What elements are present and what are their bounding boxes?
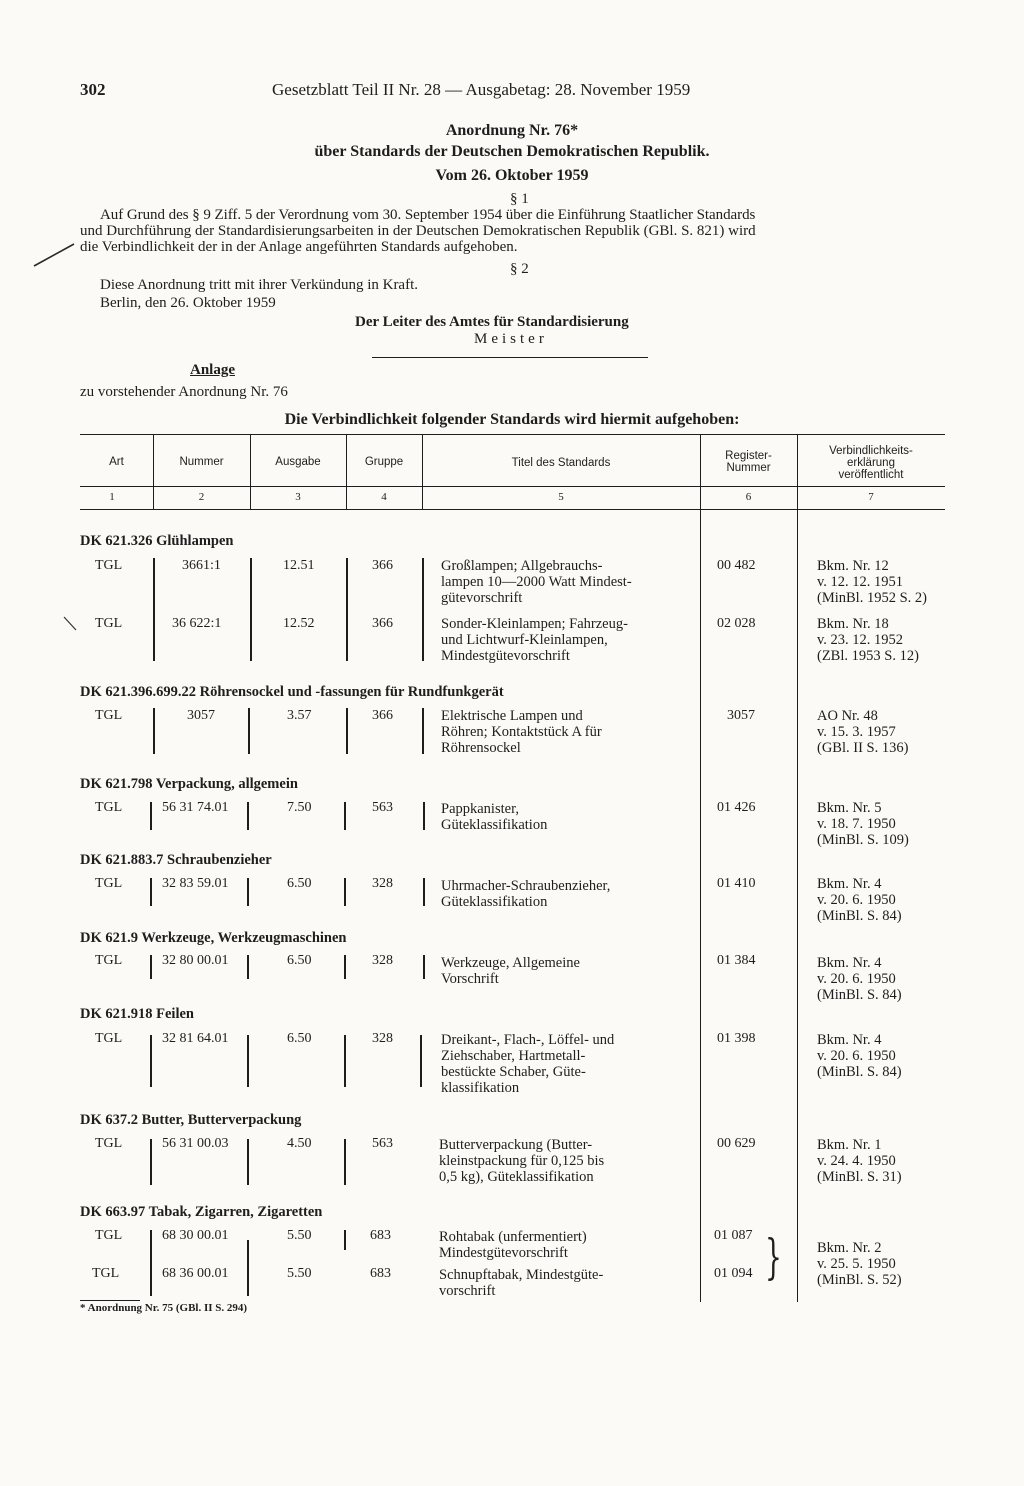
- table-header-rule: [80, 486, 945, 487]
- table-top-rule: [80, 434, 945, 435]
- cell-titel: Pappkanister, Güteklassifikation: [441, 801, 548, 833]
- cell-nummer: 3057: [187, 708, 215, 723]
- cell-gruppe: 366: [372, 558, 393, 573]
- section-heading: DK 663.97 Tabak, Zigarren, Zigaretten: [80, 1204, 323, 1220]
- cell-register: 00 482: [717, 558, 756, 573]
- section-1-line-2: und Durchführung der Standardisierungsarbeiten in der Deutschen Demokratischen Republik (GBl. S. 821) wird: [80, 223, 756, 239]
- cell-art: TGL: [95, 1031, 123, 1046]
- cell-gruppe: 563: [372, 800, 393, 815]
- section-heading: DK 621.918 Feilen: [80, 1006, 194, 1022]
- cell-ausgabe: 12.51: [283, 558, 315, 573]
- gazette-header: Gesetzblatt Teil II Nr. 28 — Ausgabetag: 28. November 1959: [272, 80, 691, 99]
- cell-titel: Werkzeuge, Allgemeine Vorschrift: [441, 955, 580, 987]
- signatory-title: Der Leiter des Amtes für Standardisierung: [355, 314, 629, 330]
- cell-publication: Bkm. Nr. 12 v. 12. 12. 1951 (MinBl. 1952 S. 2): [817, 558, 927, 606]
- table-divider-5: [700, 434, 701, 1302]
- header-art: Art: [109, 456, 124, 468]
- cell-ausgabe: 5.50: [287, 1228, 312, 1243]
- cell-art: TGL: [95, 708, 123, 723]
- header-nummer: Nummer: [179, 456, 224, 468]
- cell-gruppe: 328: [372, 876, 393, 891]
- cell-art: TGL: [95, 800, 123, 815]
- cell-publication: AO Nr. 48 v. 15. 3. 1957 (GBl. II S. 136): [817, 708, 909, 756]
- cell-ausgabe: 6.50: [287, 1031, 312, 1046]
- section-heading: DK 621.883.7 Schraubenzieher: [80, 852, 272, 868]
- cell-publication: Bkm. Nr. 4 v. 20. 6. 1950 (MinBl. S. 84): [817, 955, 902, 1003]
- annex-reference: zu vorstehender Anordnung Nr. 76: [80, 384, 288, 400]
- table-divider-6: [797, 434, 798, 1302]
- colnum-7: 7: [868, 491, 874, 503]
- colnum-5: 5: [558, 491, 564, 503]
- cell-art: TGL: [95, 876, 123, 891]
- signatory-name: Meister: [474, 331, 548, 347]
- cell-gruppe: 366: [372, 708, 393, 723]
- cell-nummer: 3661:1: [182, 558, 221, 573]
- cell-art: TGL: [92, 1266, 120, 1281]
- cell-gruppe: 683: [370, 1266, 391, 1281]
- place-date: Berlin, den 26. Oktober 1959: [100, 295, 276, 311]
- section-2-text: Diese Anordnung tritt mit ihrer Verkündung in Kraft.: [100, 277, 419, 293]
- cell-nummer: 32 81 64.01: [162, 1031, 229, 1046]
- brace-icon: }: [765, 1229, 782, 1285]
- table-colnum-rule: [80, 509, 945, 510]
- cell-ausgabe: 12.52: [283, 616, 315, 631]
- section-1-line-1: Auf Grund des § 9 Ziff. 5 der Verordnung vom 30. September 1954 über die Einführung Staatlicher Standards: [100, 207, 756, 223]
- cell-register: 01 087: [714, 1228, 753, 1243]
- cell-titel: Großlampen; Allgebrauchs- lampen 10—2000 Watt Mindest- gütevorschrift: [441, 558, 632, 606]
- section-heading: DK 621.396.699.22 Röhrensockel und -fassungen für Rundfunkgerät: [80, 684, 504, 700]
- colnum-1: 1: [109, 491, 115, 503]
- page-number: 302: [80, 80, 106, 99]
- cell-ausgabe: 5.50: [287, 1266, 312, 1281]
- section-1-label: § 1: [510, 191, 529, 207]
- cell-titel: Butterverpackung (Butter- kleinstpackung für 0,125 bis 0,5 kg), Güteklassifikation: [439, 1137, 605, 1185]
- colnum-2: 2: [198, 491, 205, 503]
- annex-label: Anlage: [190, 362, 235, 378]
- header-register-2: Nummer: [726, 462, 771, 474]
- ordinance-subtitle: über Standards der Deutschen Demokratischen Republik.: [314, 143, 710, 160]
- header-register-1: Register-: [725, 450, 772, 462]
- cell-ausgabe: 6.50: [287, 876, 312, 891]
- cell-ausgabe: 3.57: [287, 708, 312, 723]
- cell-register: 01 384: [717, 953, 756, 968]
- cell-gruppe: 328: [372, 953, 393, 968]
- ordinance-title: Anordnung Nr. 76*: [445, 122, 579, 139]
- tick-mark: [62, 614, 82, 634]
- cell-register: 01 398: [717, 1031, 756, 1046]
- colnum-3: 3: [295, 491, 301, 503]
- ordinance-date: Vom 26. Oktober 1959: [435, 167, 589, 184]
- footnote: * Anordnung Nr. 75 (GBl. II S. 294): [80, 1302, 248, 1314]
- cell-titel: Elektrische Lampen und Röhren; Kontaktstück A für Röhrensockel: [441, 708, 602, 756]
- cell-register: 01 410: [717, 876, 756, 891]
- header-titel: Titel des Standards: [511, 457, 611, 469]
- cell-nummer: 36 622:1: [172, 616, 222, 631]
- cell-ausgabe: 4.50: [287, 1136, 312, 1151]
- header-verb-2: erklärung: [847, 457, 895, 469]
- cell-titel: Uhrmacher-Schraubenzieher, Güteklassifikation: [441, 878, 611, 910]
- cell-publication: Bkm. Nr. 2 v. 25. 5. 1950 (MinBl. S. 52): [817, 1240, 902, 1288]
- cell-ausgabe: 6.50: [287, 953, 312, 968]
- cell-register: 00 629: [717, 1136, 756, 1151]
- cell-nummer: 68 30 00.01: [162, 1228, 229, 1243]
- cell-register: 01 094: [714, 1266, 753, 1281]
- cell-titel: Rohtabak (unfermentiert) Mindestgütevorschrift: [439, 1229, 587, 1261]
- cell-register: 3057: [727, 708, 755, 723]
- annex-heading: Die Verbindlichkeit folgender Standards wird hiermit aufgehoben:: [284, 411, 740, 428]
- colnum-6: 6: [745, 491, 752, 503]
- signature-rule: [372, 357, 648, 358]
- cell-ausgabe: 7.50: [287, 800, 312, 815]
- colnum-4: 4: [381, 491, 387, 503]
- cell-titel: Schnupftabak, Mindestgüte- vorschrift: [439, 1267, 604, 1299]
- section-heading: DK 621.9 Werkzeuge, Werkzeugmaschinen: [80, 930, 347, 946]
- cell-gruppe: 563: [372, 1136, 393, 1151]
- cell-art: TGL: [95, 1136, 123, 1151]
- cell-art: TGL: [95, 953, 123, 968]
- cell-art: TGL: [95, 616, 123, 631]
- cell-gruppe: 328: [372, 1031, 393, 1046]
- cell-nummer: 32 80 00.01: [162, 953, 229, 968]
- section-heading: DK 621.798 Verpackung, allgemein: [80, 776, 298, 792]
- section-heading: DK 637.2 Butter, Butterverpackung: [80, 1112, 302, 1128]
- cell-art: TGL: [95, 558, 123, 573]
- cell-nummer: 56 31 00.03: [162, 1136, 229, 1151]
- footnote-rule: [80, 1300, 140, 1301]
- cell-register: 01 426: [717, 800, 756, 815]
- cell-publication: Bkm. Nr. 4 v. 20. 6. 1950 (MinBl. S. 84): [817, 876, 902, 924]
- section-heading: DK 621.326 Glühlampen: [80, 533, 234, 549]
- cell-publication: Bkm. Nr. 5 v. 18. 7. 1950 (MinBl. S. 109): [817, 800, 909, 848]
- cell-publication: Bkm. Nr. 1 v. 24. 4. 1950 (MinBl. S. 31): [817, 1137, 902, 1185]
- section-2-label: § 2: [510, 261, 529, 277]
- section-1-line-3: die Verbindlichkeit der in der Anlage angeführten Standards aufgehoben.: [80, 239, 518, 255]
- cell-publication: Bkm. Nr. 4 v. 20. 6. 1950 (MinBl. S. 84): [817, 1032, 902, 1080]
- header-ausgabe: Ausgabe: [275, 456, 321, 468]
- header-gruppe: Gruppe: [364, 456, 404, 468]
- cell-titel: Sonder-Kleinlampen; Fahrzeug- und Lichtwurf-Kleinlampen, Mindestgütevorschrift: [441, 616, 628, 664]
- cell-publication: Bkm. Nr. 18 v. 23. 12. 1952 (ZBl. 1953 S. 12): [817, 616, 919, 664]
- cell-register: 02 028: [717, 616, 756, 631]
- header-verb-1: Verbindlichkeits-: [829, 445, 913, 457]
- pencil-mark: [30, 240, 80, 270]
- cell-nummer: 56 31 74.01: [162, 800, 229, 815]
- cell-nummer: 32 83 59.01: [162, 876, 229, 891]
- cell-titel: Dreikant-, Flach-, Löffel- und Ziehschaber, Hartmetall- bestückte Schaber, Güte- klassifikation: [441, 1032, 615, 1096]
- header-verb-3: veröffentlicht: [838, 469, 904, 481]
- cell-art: TGL: [95, 1228, 123, 1243]
- cell-gruppe: 683: [370, 1228, 391, 1243]
- cell-nummer: 68 36 00.01: [162, 1266, 229, 1281]
- cell-gruppe: 366: [372, 616, 393, 631]
